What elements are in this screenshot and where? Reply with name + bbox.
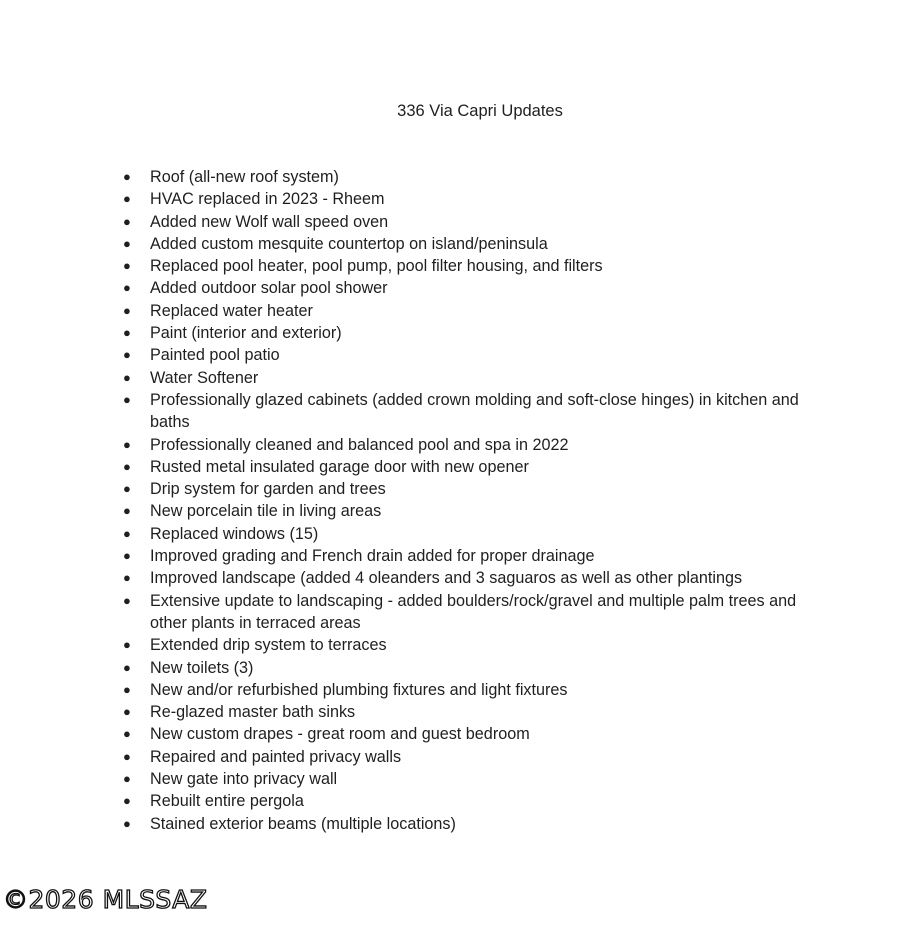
list-item-text: New custom drapes - great room and guest bedroom bbox=[150, 725, 530, 744]
list-item bbox=[123, 211, 800, 233]
list-item bbox=[123, 790, 800, 812]
bullet-icon: ● bbox=[123, 637, 131, 653]
bullet-icon: ● bbox=[123, 235, 131, 251]
list-item-text: New gate into privacy wall bbox=[150, 770, 338, 789]
list-item bbox=[123, 233, 800, 255]
list-item bbox=[123, 701, 800, 723]
list-item-text: Professionally cleaned and balanced pool and spa in 2022 bbox=[150, 435, 569, 454]
list-item-text: Rusted metal insulated garage door with new opener bbox=[150, 457, 529, 476]
list-item-text: New and/or refurbished plumbing fixtures and light fixtures bbox=[150, 680, 568, 699]
list-item bbox=[123, 434, 800, 456]
bullet-icon: ● bbox=[123, 681, 131, 697]
bullet-icon: ● bbox=[123, 280, 131, 296]
bullet-icon: ● bbox=[123, 726, 131, 742]
bullet-icon: ● bbox=[123, 592, 131, 608]
list-item-text: Paint (interior and exterior) bbox=[150, 324, 342, 343]
bullet-icon: ● bbox=[123, 302, 131, 318]
bullet-icon: ● bbox=[123, 369, 131, 385]
list-item-text: Re-glazed master bath sinks bbox=[150, 703, 356, 722]
list-item-text: Painted pool patio bbox=[150, 346, 280, 365]
list-item bbox=[123, 545, 800, 567]
bullet-icon: ● bbox=[123, 436, 131, 452]
list-item-text: Roof (all-new roof system) bbox=[150, 168, 339, 186]
list-item bbox=[123, 723, 800, 745]
list-item bbox=[123, 322, 800, 344]
list-item bbox=[123, 277, 800, 299]
list-item-text: Extended drip system to terraces bbox=[150, 636, 387, 655]
list-item bbox=[123, 500, 800, 522]
bullet-icon: ● bbox=[123, 391, 131, 407]
list-item bbox=[123, 523, 800, 545]
list-item-text: Water Softener bbox=[150, 368, 259, 387]
bullet-icon: ● bbox=[123, 704, 131, 720]
list-item-text: Replaced pool heater, pool pump, pool filter housing, and filters bbox=[150, 257, 603, 276]
bullet-icon: ● bbox=[123, 169, 131, 184]
bullet-icon: ● bbox=[123, 191, 131, 207]
list-item-text: Added custom mesquite countertop on island/peninsula bbox=[150, 234, 548, 253]
list-item-text: Stained exterior beams (multiple locations) bbox=[150, 814, 456, 833]
list-item-text: New porcelain tile in living areas bbox=[150, 502, 382, 521]
list-item bbox=[123, 344, 800, 366]
bullet-icon: ● bbox=[123, 659, 131, 675]
bullet-icon: ● bbox=[123, 793, 131, 809]
list-item bbox=[123, 188, 800, 210]
list-item-text: Replaced water heater bbox=[150, 301, 313, 320]
bullet-icon: ● bbox=[123, 570, 131, 586]
list-item-text: Repaired and painted privacy walls bbox=[150, 747, 402, 766]
list-item bbox=[123, 166, 800, 188]
list-item-text: Rebuilt entire pergola bbox=[150, 792, 304, 811]
bullet-icon: ● bbox=[123, 503, 131, 519]
list-item-text: Improved grading and French drain added for proper drainage bbox=[150, 547, 595, 566]
bullet-icon: ● bbox=[123, 258, 131, 274]
document-title: 336 Via Capri Updates bbox=[397, 102, 563, 120]
list-item bbox=[123, 456, 800, 478]
bullet-icon: ● bbox=[123, 458, 131, 474]
list-item-text: Extensive update to landscaping - added boulders/rock/gravel and multiple palm trees and other plants in terraced areas bbox=[150, 591, 797, 632]
list-item bbox=[123, 255, 800, 277]
bullet-icon: ● bbox=[123, 213, 131, 229]
list-item-text: Professionally glazed cabinets (added crown molding and soft-close hinges) in kitchen and baths bbox=[150, 390, 799, 432]
list-item bbox=[123, 657, 800, 679]
bullet-icon: ● bbox=[123, 347, 131, 363]
bullet-icon: ● bbox=[123, 481, 131, 497]
copyright-watermark: ©2026 MLSSAZ bbox=[3, 885, 208, 914]
list-item-text: HVAC replaced in 2023 - Rheem bbox=[150, 190, 385, 209]
list-item-text: Drip system for garden and trees bbox=[150, 480, 386, 499]
list-item bbox=[123, 367, 800, 389]
list-item-text: Added outdoor solar pool shower bbox=[150, 279, 388, 298]
list-item bbox=[123, 746, 800, 768]
list-item bbox=[123, 768, 800, 790]
bullet-icon: ● bbox=[123, 748, 131, 764]
list-item-text: New toilets (3) bbox=[150, 658, 254, 677]
bullet-icon: ● bbox=[123, 815, 131, 831]
list-item bbox=[123, 478, 800, 500]
list-item-text: Replaced windows (15) bbox=[150, 524, 319, 543]
updates-list bbox=[123, 166, 800, 835]
bullet-icon: ● bbox=[123, 548, 131, 564]
list-item bbox=[123, 567, 800, 589]
bullet-icon: ● bbox=[123, 325, 131, 341]
list-item bbox=[123, 634, 800, 656]
list-item bbox=[123, 590, 800, 635]
bullet-icon: ● bbox=[123, 525, 131, 541]
list-item bbox=[123, 389, 800, 434]
list-item-text: Improved landscape (added 4 oleanders and 3 saguaros as well as other plantings bbox=[150, 569, 743, 588]
list-item bbox=[123, 679, 800, 701]
list-item-text: Added new Wolf wall speed oven bbox=[150, 212, 389, 231]
list-item bbox=[123, 813, 800, 835]
bullet-icon: ● bbox=[123, 771, 131, 787]
list-item bbox=[123, 300, 800, 322]
